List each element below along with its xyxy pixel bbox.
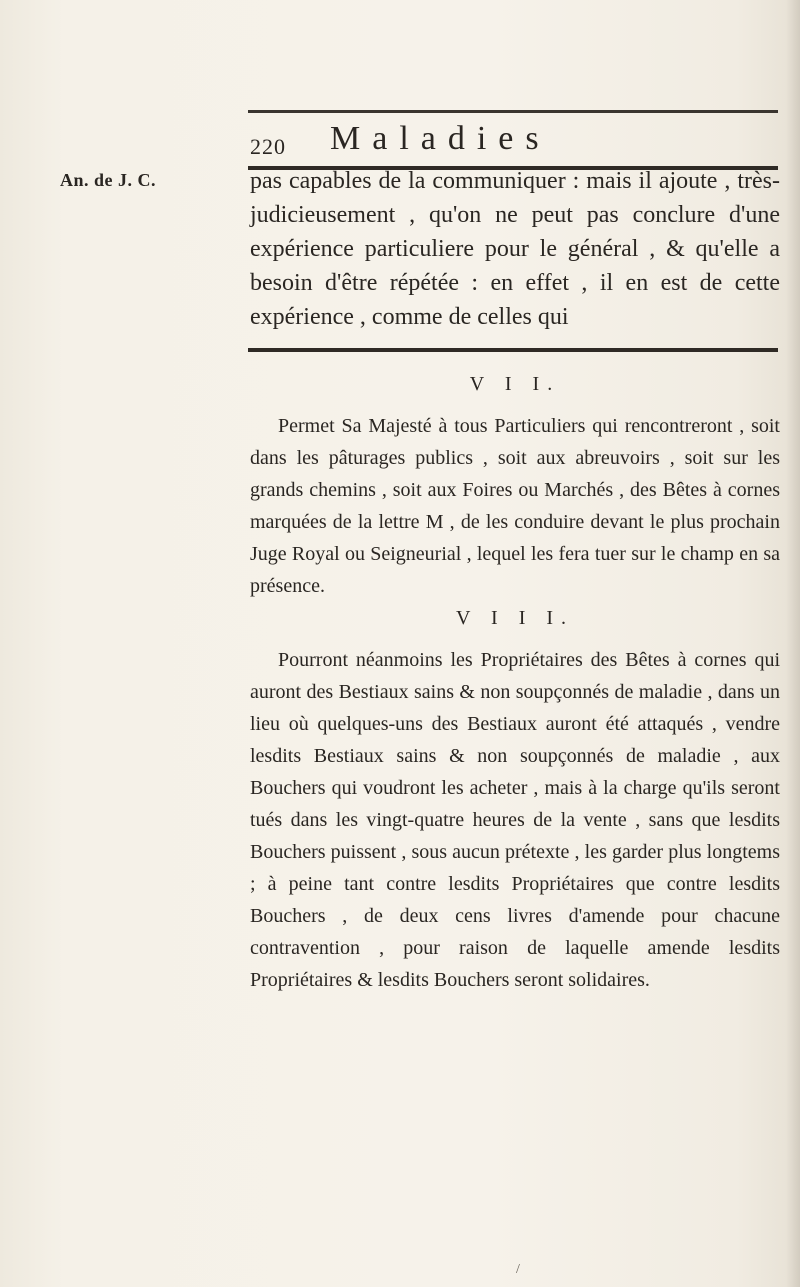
page-number: 220 (250, 134, 286, 159)
article-heading: V I I I. (455, 607, 575, 629)
margin-note: An. de J. C. (60, 170, 157, 190)
article-text: Pourront néanmoins les Propriétaires des Bêtes à cornes qui auront des Bestiaux sains & non soupçonnés de maladie , dans un lieu où quelques-uns des Bestiaux auront été attaqués , vendre lesdits Bestiaux sains & non soupçonnés de maladie , aux Bouchers qui voudront les acheter , mais à la charge qu'ils seront tués dans les vingt-quatre heures de la vente , sans que lesdits Bouchers puissent , sous aucun prétexte , les garder plus longtems ; à peine tant contre lesdits Propriétaires que contre lesdits Bouchers , de deux cens livres d'amende pour chacune contravention , pour raison de laquelle amende lesdits Propriétaires & lesdits Bouchers seront solidaires. (250, 649, 780, 991)
bottom-mark: / (516, 1262, 520, 1277)
continuation-paragraph (250, 164, 780, 334)
top-rule (248, 110, 778, 113)
article-7 (250, 368, 780, 602)
section-rule (248, 348, 778, 352)
continuation-text: pas capables de la communiquer : mais il ajoute , très-judicieusement , qu'on ne peut pas conclure d'une expérience particuliere pour le général , & qu'elle a besoin d'être répétée : en effet , il en est de cette expérience , comme de celles qui (250, 168, 780, 330)
article-heading: V I I. (469, 373, 561, 395)
page-header (250, 120, 780, 164)
article-text: Permet Sa Majesté à tous Particuliers qui rencontreront , soit dans les pâturages publics , soit aux abreuvoirs , soit sur les grands chemins , soit aux Foires ou Marchés , des Bêtes à cornes marquées de la lettre M , de les conduire devant le plus prochain Juge Royal ou Seigneurial , lequel les fera tuer sur le champ en sa présence. (250, 415, 780, 597)
page-edge-shadow (786, 0, 800, 1287)
running-title: Maladies (330, 120, 551, 157)
article-8 (250, 602, 780, 996)
